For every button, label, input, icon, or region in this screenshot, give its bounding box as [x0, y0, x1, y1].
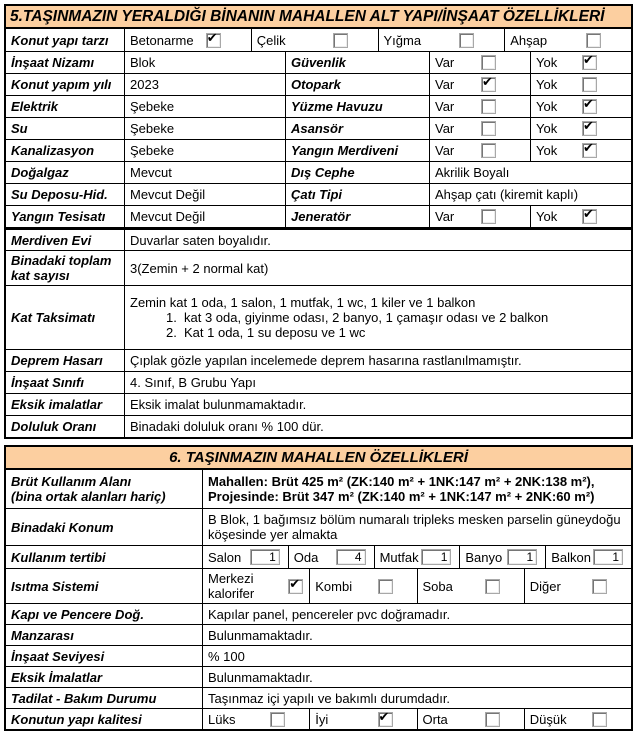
row-value: Çıplak gözle yapılan incelemede deprem hasarına rastlanılmamıştır. [124, 350, 631, 371]
option-iyi [309, 709, 416, 729]
row-label: Konut yapım yılı [11, 77, 112, 92]
kat-taksimati-item-2 [130, 325, 365, 340]
row-label: Manzarası [11, 627, 74, 643]
row-kat-sayisi [6, 250, 631, 285]
row-label: Eksik İmalatlar [11, 669, 103, 685]
row-value: Taşınmaz içi yapılı ve bakımlı durumdadır. [202, 688, 631, 708]
yok-label: Yok [536, 143, 558, 158]
dis-cephe-value: Akrilik Boyalı [429, 162, 631, 183]
guvenlik-var-checkbox[interactable] [481, 55, 496, 70]
kat-taksimati-item-1 [130, 310, 548, 325]
betonarme-checkbox[interactable] [206, 33, 221, 48]
row-label: Yangın Tesisatı [11, 209, 106, 224]
row-manzarasi [6, 624, 631, 645]
var-label: Var [435, 99, 455, 114]
list-text: Kat 1 oda, 1 su deposu ve 1 wc [184, 325, 366, 340]
row-label: Kanalizasyon [11, 143, 95, 158]
orta-checkbox[interactable] [485, 712, 500, 727]
row-label: Kat Taksimatı [11, 310, 96, 325]
row-label [6, 470, 202, 508]
row-label: İnşaat Nizamı [11, 55, 95, 70]
row-insaat-seviyesi [6, 645, 631, 666]
row-value: Kapılar panel, pencereler pvc doğramadır. [202, 604, 631, 624]
yuzme-havuzu-var-checkbox[interactable] [481, 99, 496, 114]
salon-count-field[interactable]: 1 [250, 549, 280, 565]
row-kullanim-tertibi [6, 545, 631, 568]
option-kombi [309, 569, 416, 603]
row-tadilat-bakim [6, 687, 631, 708]
row-label: Konut yapı tarzı [11, 32, 109, 48]
asansor-var-checkbox[interactable] [481, 121, 496, 136]
row-label: Binadaki toplam kat sayısı [11, 253, 112, 283]
row-label: Doğalgaz [11, 165, 69, 180]
row-label: Deprem Hasarı [11, 353, 103, 368]
row-value: Şebeke [124, 96, 285, 117]
balkon-field-cell [545, 546, 631, 568]
option-merkezi-kalorifer [202, 569, 309, 603]
banyo-count-field[interactable]: 1 [507, 549, 537, 565]
option-label: Orta [422, 711, 448, 727]
option-luks [202, 709, 309, 729]
row-su-deposu [6, 183, 631, 205]
row-label: Su [11, 121, 28, 136]
option-label: Ahşap [510, 32, 548, 48]
option-soba [417, 569, 524, 603]
row-value: Eksik imalat bulunmamaktadır. [124, 394, 631, 415]
jenerator-var-checkbox[interactable] [481, 209, 496, 224]
row-label: Kapı ve Pencere Doğ. [11, 606, 144, 622]
row-label: Elektrik [11, 99, 58, 114]
row-label: Su Deposu-Hid. [11, 187, 108, 202]
asansor-var-cell [429, 118, 530, 139]
guvenlik-var-cell [429, 52, 530, 73]
merkezi-kalorifer-checkbox[interactable] [288, 579, 303, 594]
row-value: 3(Zemin + 2 normal kat) [124, 251, 631, 285]
option-label: Çelik [256, 32, 286, 48]
feature-label: Otopark [285, 74, 429, 95]
brut-value-line2: Projesinde: Brüt 347 m² (ZK:140 m² + 1NK:147 m² + 2NK:60 m²) [208, 489, 595, 504]
feature-label: Asansör [285, 118, 429, 139]
row-value: Mevcut [124, 162, 285, 183]
guvenlik-yok-checkbox[interactable] [582, 55, 597, 70]
row-label: Konutun yapı kalitesi [11, 711, 142, 727]
row-doluluk-orani [6, 415, 631, 437]
row-yangin-tesisati [6, 205, 631, 227]
var-label: Var [435, 55, 455, 70]
row-label: Tadilat - Bakım Durumu [11, 690, 157, 706]
row-value: Blok [124, 52, 285, 73]
salon-field-cell [202, 546, 288, 568]
table-bina-altyapi [4, 4, 633, 439]
option-label: İyi [315, 711, 329, 727]
row-insaat-nizami [6, 51, 631, 73]
otopark-yok-cell [530, 74, 631, 95]
field-label: Salon [208, 549, 242, 565]
option-label: Kombi [315, 578, 353, 594]
row-konutun-yapi-kalitesi [6, 708, 631, 729]
feature-label: Yangın Merdiveni [285, 140, 429, 161]
option-ahsap [504, 29, 631, 51]
yangin-merdiveni-var-cell [429, 140, 530, 161]
row-label-line2: (bina ortak alanları hariç) [11, 489, 166, 504]
row-su [6, 117, 631, 139]
option-orta [417, 709, 524, 729]
feature-label: Yüzme Havuzu [285, 96, 429, 117]
diger-checkbox[interactable] [592, 579, 607, 594]
asansor-yok-cell [530, 118, 631, 139]
var-label: Var [435, 209, 455, 224]
banyo-field-cell [459, 546, 545, 568]
feature-label: Dış Cephe [285, 162, 429, 183]
row-brut-kullanim-alani [6, 470, 631, 508]
kat-taksimati-intro: Zemin kat 1 oda, 1 salon, 1 mutfak, 1 wc, 1 kiler ve 1 balkon [130, 295, 476, 310]
yok-label: Yok [536, 209, 558, 224]
field-label: Mutfak [379, 549, 419, 565]
option-label: Lüks [208, 711, 236, 727]
var-label: Var [435, 121, 455, 136]
mutfak-count-field[interactable]: 1 [421, 549, 451, 565]
otopark-var-cell [429, 74, 530, 95]
kat-taksimati-value [124, 286, 631, 349]
list-number: 1. [166, 310, 177, 325]
row-label: Isıtma Sistemi [11, 578, 99, 594]
row-konut-yapim-yili [6, 73, 631, 95]
celik-checkbox[interactable] [333, 33, 348, 48]
yigma-checkbox[interactable] [459, 33, 474, 48]
list-number: 2. [166, 325, 177, 340]
feature-label: Güvenlik [285, 52, 429, 73]
yok-label: Yok [536, 99, 558, 114]
balkon-count-field[interactable]: 1 [593, 549, 623, 565]
row-dogalgaz [6, 161, 631, 183]
row-kapi-pencere [6, 603, 631, 624]
field-label: Banyo [465, 549, 503, 565]
option-label: Diğer [529, 578, 561, 594]
option-celik [251, 29, 378, 51]
asansor-yok-checkbox[interactable] [582, 121, 597, 136]
row-binadaki-konum [6, 508, 631, 545]
row-label: İnşaat Sınıfı [11, 375, 84, 390]
option-label: Düşük [529, 711, 567, 727]
option-label: Betonarme [130, 32, 194, 48]
yangin-merdiveni-yok-checkbox[interactable] [582, 143, 597, 158]
row-eksik-imalatlar [6, 393, 631, 415]
row-label: Eksik imalatlar [11, 397, 103, 412]
otopark-var-checkbox[interactable] [481, 77, 496, 92]
soba-checkbox[interactable] [485, 579, 500, 594]
row-value: Binadaki doluluk oranı % 100 dür. [124, 416, 631, 437]
yok-label: Yok [536, 121, 558, 136]
option-diger [524, 569, 631, 603]
yuzme-havuzu-yok-cell [530, 96, 631, 117]
option-label: Merkezi kalorifer [208, 571, 255, 601]
row-eksik-imalatlar-2 [6, 666, 631, 687]
option-label: Yığma [383, 32, 422, 48]
row-label: Binadaki Konum [11, 519, 114, 535]
list-text: kat 3 oda, giyinme odası, 2 banyo, 1 çamaşır odası ve 2 balkon [184, 310, 549, 325]
feature-label: Çatı Tipi [285, 184, 429, 205]
option-dusuk [524, 709, 631, 729]
row-kat-taksimati [6, 285, 631, 349]
var-label: Var [435, 143, 455, 158]
oda-count-field[interactable]: 4 [336, 549, 366, 565]
row-value: Şebeke [124, 140, 285, 161]
section-5-title: 5.TAŞINMAZIN YERALDIĞI BİNANIN MAHALLEN ALT YAPI/İNŞAAT ÖZELLİKLERİ [6, 6, 631, 29]
row-elektrik [6, 95, 631, 117]
row-kanalizasyon [6, 139, 631, 161]
row-value: Şebeke [124, 118, 285, 139]
row-value: Mevcut Değil [124, 184, 285, 205]
dusuk-checkbox[interactable] [592, 712, 607, 727]
oda-field-cell [288, 546, 374, 568]
brut-value-line1: Mahallen: Brüt 425 m² (ZK:140 m² + 1NK:147 m² + 2NK:138 m²), [208, 474, 595, 489]
iyi-checkbox[interactable] [378, 712, 393, 727]
section-6-title: 6. TAŞINMAZIN MAHALLEN ÖZELLİKLERİ [6, 447, 631, 470]
row-merdiven-evi [6, 227, 631, 250]
yok-label: Yok [536, 55, 558, 70]
brut-value [202, 470, 631, 508]
yangin-merdiveni-yok-cell [530, 140, 631, 161]
jenerator-var-cell [429, 206, 530, 227]
row-isitma-sistemi [6, 568, 631, 603]
jenerator-yok-cell [530, 206, 631, 227]
kombi-checkbox[interactable] [378, 579, 393, 594]
row-value: Bulunmamaktadır. [202, 625, 631, 645]
option-yigma [378, 29, 505, 51]
yok-label: Yok [536, 77, 558, 92]
row-konut-yapi-tarzi [6, 29, 631, 51]
row-label-line1: Brüt Kullanım Alanı [11, 474, 132, 489]
row-label: Doluluk Oranı [11, 419, 97, 434]
option-label: Soba [422, 578, 453, 594]
row-value: 2023 [124, 74, 285, 95]
row-value: Duvarlar saten boyalıdır. [124, 230, 631, 250]
field-label: Oda [293, 549, 319, 565]
row-value: Bulunmamaktadır. [202, 667, 631, 687]
table-mahallen-ozellikleri [4, 445, 633, 731]
row-label: Merdiven Evi [11, 232, 92, 248]
field-label: Balkon [551, 549, 591, 565]
yuzme-havuzu-yok-checkbox[interactable] [582, 99, 597, 114]
yangin-merdiveni-var-checkbox[interactable] [481, 143, 496, 158]
ahsap-checkbox[interactable] [586, 33, 601, 48]
jenerator-yok-checkbox[interactable] [582, 209, 597, 224]
row-insaat-sinifi [6, 371, 631, 393]
row-label: Kullanım tertibi [11, 549, 106, 565]
row-deprem-hasari [6, 349, 631, 371]
row-value: Mevcut Değil [124, 206, 285, 227]
luks-checkbox[interactable] [270, 712, 285, 727]
row-label: İnşaat Seviyesi [11, 648, 105, 664]
row-value: 4. Sınıf, B Grubu Yapı [124, 372, 631, 393]
row-value: B Blok, 1 bağımsız bölüm numaralı tripleks mesken parselin güneydoğu köşesinde yer almakta [202, 509, 631, 545]
guvenlik-yok-cell [530, 52, 631, 73]
mutfak-field-cell [374, 546, 460, 568]
otopark-yok-checkbox[interactable] [582, 77, 597, 92]
option-betonarme [124, 29, 251, 51]
row-value: % 100 [202, 646, 631, 666]
feature-label: Jeneratör [285, 206, 429, 227]
var-label: Var [435, 77, 455, 92]
cati-tipi-value: Ahşap çatı (kiremit kaplı) [429, 184, 631, 205]
yuzme-havuzu-var-cell [429, 96, 530, 117]
